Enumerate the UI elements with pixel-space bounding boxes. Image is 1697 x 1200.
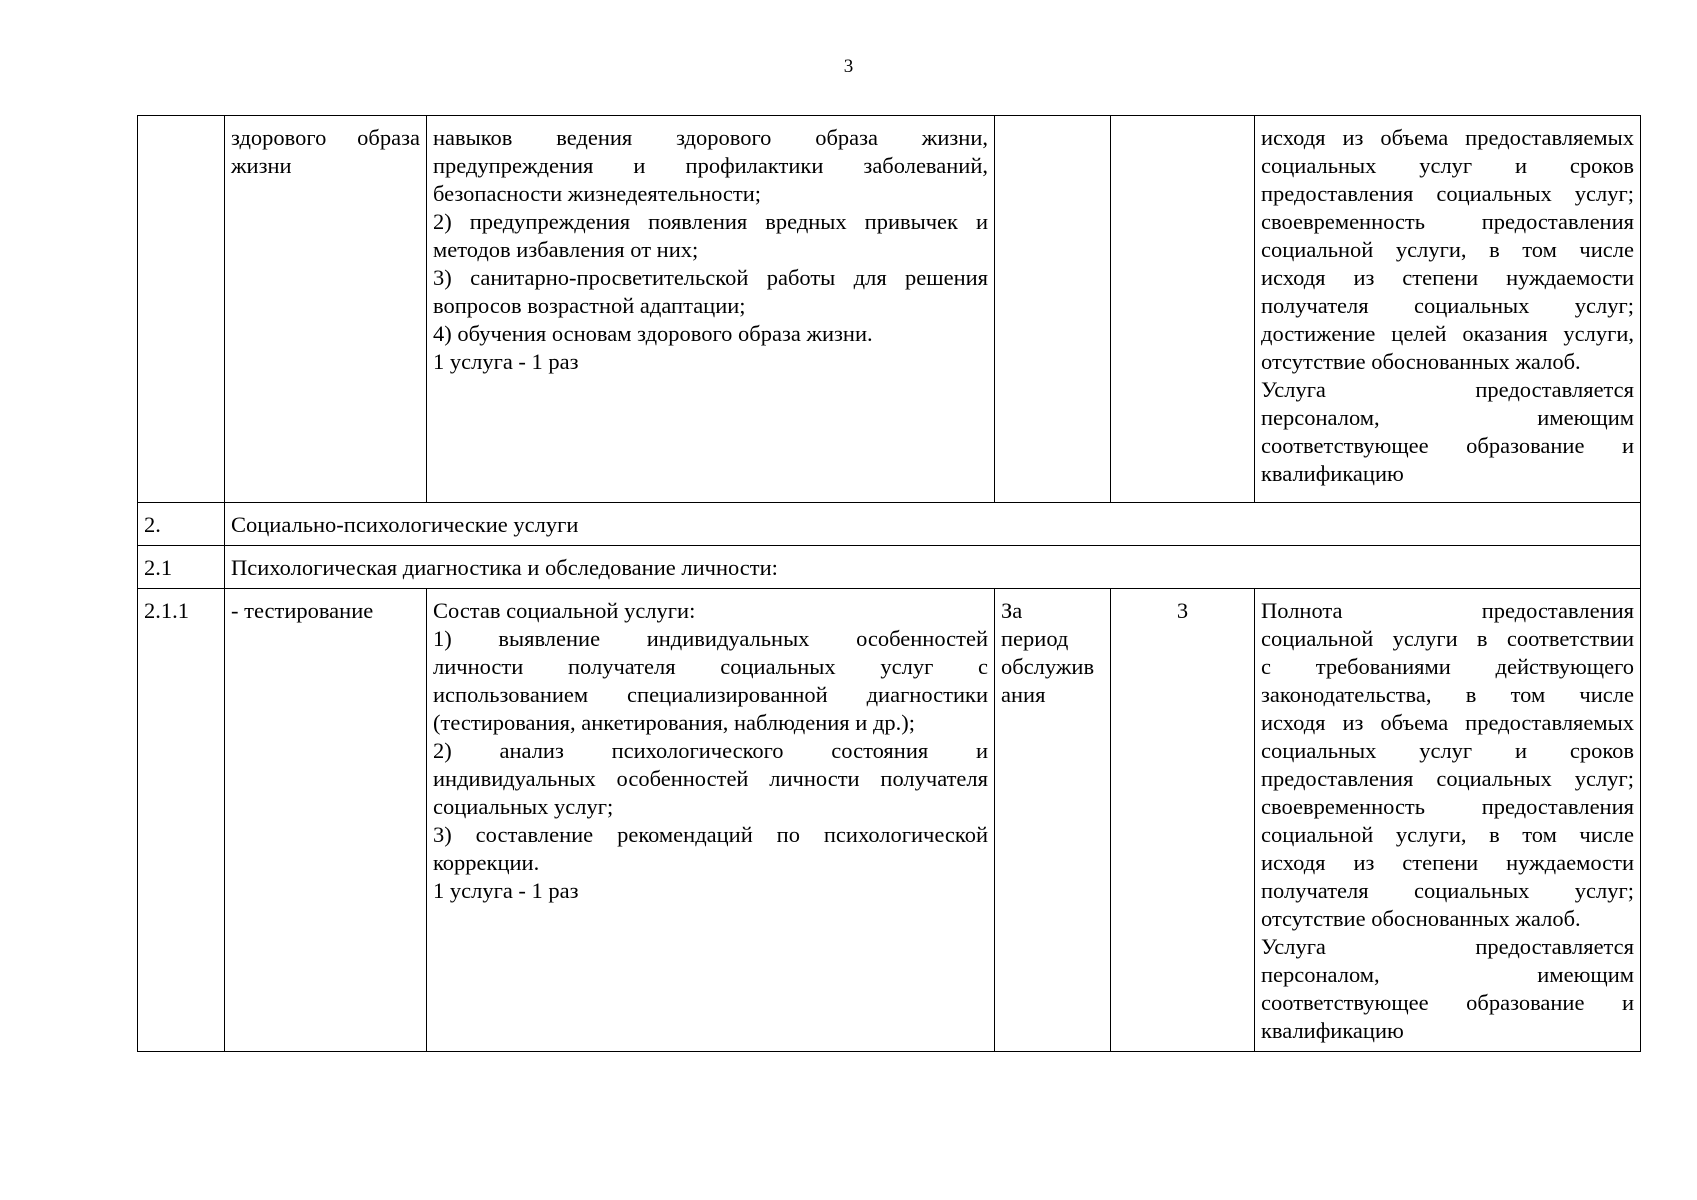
quality-line: Услуга предоставляется bbox=[1261, 377, 1634, 402]
quality-line: с требованиями действующего bbox=[1261, 654, 1634, 679]
description-line: Состав социальной услуги: bbox=[433, 598, 696, 623]
table-row-section-2 bbox=[138, 503, 1641, 546]
cell-term bbox=[995, 589, 1111, 1052]
quality-line: исходя из степени нуждаемости bbox=[1261, 850, 1634, 875]
quality-line: предоставления социальных услуг; bbox=[1261, 181, 1634, 206]
cell-section-title: Психологическая диагностика и обследование личности: bbox=[225, 546, 1641, 589]
quality-line: исходя из степени нуждаемости bbox=[1261, 265, 1634, 290]
description-line: безопасности жизнедеятельности; bbox=[433, 181, 762, 206]
service-name-line: здорового образа bbox=[231, 125, 420, 150]
description-line: личности получателя социальных услуг с bbox=[433, 654, 988, 679]
table-row-section-2-1 bbox=[138, 546, 1641, 589]
cell-section-number: 2.1 bbox=[138, 546, 225, 589]
services-table bbox=[137, 115, 1641, 1052]
description-line: индивидуальных особенностей личности получателя bbox=[433, 766, 988, 791]
quality-line: своевременность предоставления bbox=[1261, 209, 1634, 234]
quality-line: соответствующее образование и bbox=[1261, 990, 1634, 1015]
quality-line: социальных услуг и сроков bbox=[1261, 738, 1634, 763]
cell-number: 2.1.1 bbox=[138, 589, 225, 1052]
table-row-continuation bbox=[138, 116, 1641, 503]
description-line: 4) обучения основам здорового образа жизни. bbox=[433, 321, 873, 346]
quality-line: исходя из объема предоставляемых bbox=[1261, 125, 1634, 150]
quality-line: Услуга предоставляется bbox=[1261, 934, 1634, 959]
cell-number bbox=[138, 116, 225, 503]
term-line: период bbox=[1001, 626, 1069, 651]
cell-quality-indicators bbox=[1255, 589, 1641, 1052]
quality-line: получателя социальных услуг; bbox=[1261, 293, 1634, 318]
service-name-line: жизни bbox=[231, 153, 292, 178]
cell-section-title: Социально-психологические услуги bbox=[225, 503, 1641, 546]
term-line: За bbox=[1001, 598, 1023, 623]
quality-line: своевременность предоставления bbox=[1261, 794, 1634, 819]
quality-line: соответствующее образование и bbox=[1261, 433, 1634, 458]
description-line: методов избавления от них; bbox=[433, 237, 699, 262]
cell-service-name bbox=[225, 116, 427, 503]
quality-line: персоналом, имеющим bbox=[1261, 962, 1634, 987]
quality-line: законодательства, в том числе bbox=[1261, 682, 1634, 707]
table-row-2-1-1 bbox=[138, 589, 1641, 1052]
quality-line: предоставления социальных услуг; bbox=[1261, 766, 1634, 791]
description-line: 3) составление рекомендаций по психологической bbox=[433, 822, 988, 847]
quality-line: социальной услуги в соответствии bbox=[1261, 626, 1634, 651]
description-line: предупреждения и профилактики заболеваний, bbox=[433, 153, 988, 178]
quality-line: квалификацию bbox=[1261, 461, 1404, 486]
cell-quantity: 3 bbox=[1111, 589, 1255, 1052]
quality-line: отсутствие обоснованных жалоб. bbox=[1261, 906, 1581, 931]
cell-service-description bbox=[427, 116, 995, 503]
quality-line: достижение целей оказания услуги, bbox=[1261, 321, 1634, 346]
description-line: (тестирования, анкетирования, наблюдения и др.); bbox=[433, 710, 916, 735]
description-line: вопросов возрастной адаптации; bbox=[433, 293, 746, 318]
quality-line: квалификацию bbox=[1261, 1018, 1404, 1043]
quality-line: персоналом, имеющим bbox=[1261, 405, 1634, 430]
term-line: ания bbox=[1001, 682, 1046, 707]
quality-line: получателя социальных услуг; bbox=[1261, 878, 1634, 903]
quality-line: Полнота предоставления bbox=[1261, 598, 1634, 623]
cell-service-description bbox=[427, 589, 995, 1052]
description-line: 1 услуга - 1 раз bbox=[433, 878, 579, 903]
cell-service-name: - тестирование bbox=[225, 589, 427, 1052]
description-line: 2) предупреждения появления вредных привычек и bbox=[433, 209, 988, 234]
description-line: использованием специализированной диагностики bbox=[433, 682, 988, 707]
description-line: коррекции. bbox=[433, 850, 540, 875]
cell-quality-indicators bbox=[1255, 116, 1641, 503]
page-number: 3 bbox=[843, 56, 854, 77]
description-line: 1) выявление индивидуальных особенностей bbox=[433, 626, 988, 651]
quality-line: отсутствие обоснованных жалоб. bbox=[1261, 349, 1581, 374]
quality-line: социальной услуги, в том числе bbox=[1261, 237, 1634, 262]
cell-quantity bbox=[1111, 116, 1255, 503]
cell-section-number: 2. bbox=[138, 503, 225, 546]
description-line: 1 услуга - 1 раз bbox=[433, 349, 579, 374]
cell-term bbox=[995, 116, 1111, 503]
quality-line: исходя из объема предоставляемых bbox=[1261, 710, 1634, 735]
quality-line: социальных услуг и сроков bbox=[1261, 153, 1634, 178]
description-line: 2) анализ психологического состояния и bbox=[433, 738, 988, 763]
quality-line: социальной услуги, в том числе bbox=[1261, 822, 1634, 847]
description-line: социальных услуг; bbox=[433, 794, 614, 819]
term-line: обслужив bbox=[1001, 654, 1095, 679]
description-line: 3) санитарно-просветительской работы для решения bbox=[433, 265, 988, 290]
description-line: навыков ведения здорового образа жизни, bbox=[433, 125, 988, 150]
